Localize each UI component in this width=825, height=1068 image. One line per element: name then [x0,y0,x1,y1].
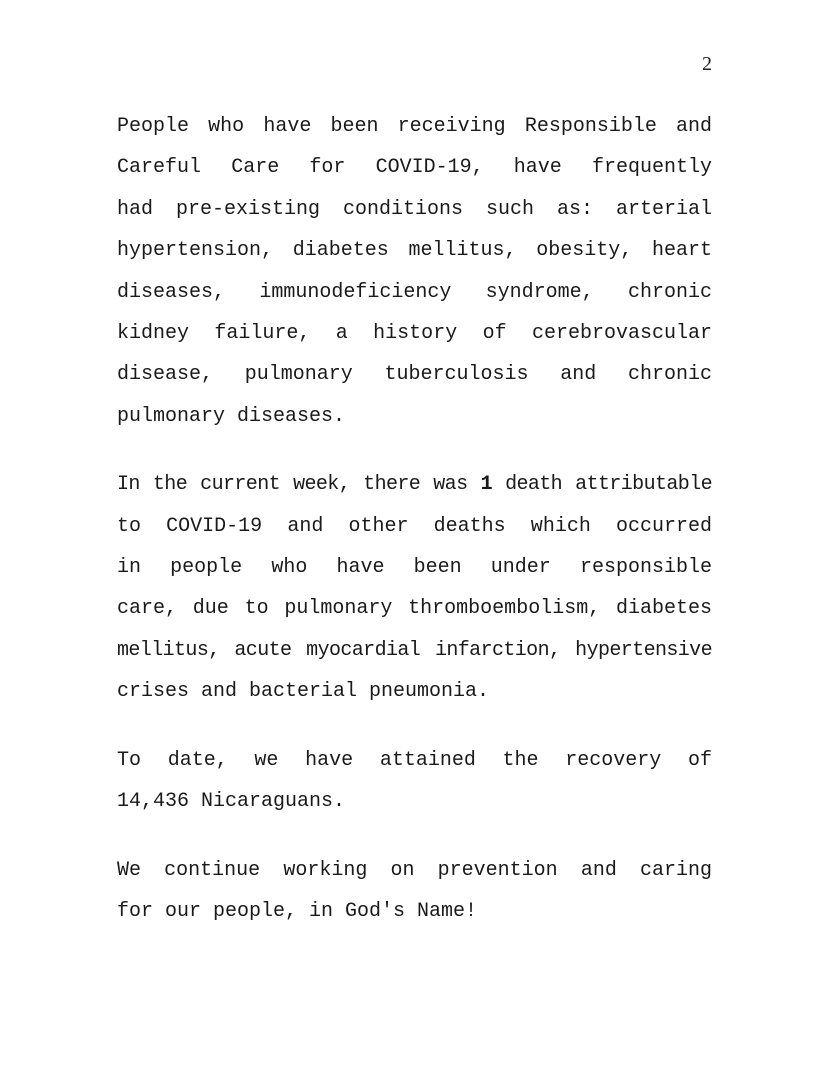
text-segment: death attributable [491,473,712,497]
death-count-bold: 1 [480,473,492,497]
text-line: disease, pulmonary tuberculosis and chronic [117,363,712,387]
text-line: hypertension, diabetes mellitus, obesity, heart [117,239,712,263]
paragraph-recoveries [117,740,712,823]
text-line: kidney failure, a history of cerebrovascular [117,322,712,346]
text-line [117,464,712,505]
text-line: for our people, in God's Name! [117,899,478,923]
text-line: pulmonary diseases. [117,404,346,428]
paragraph-closing [117,850,712,933]
text-segment: In the current week, there was [117,473,481,497]
text-line: crises and bacterial pneumonia. [117,680,490,704]
text-line: mellitus, acute myocardial infarction, hypertensive [117,638,712,662]
text-line: Careful Care for COVID-19, have frequently [117,156,712,180]
text-line: We continue working on prevention and caring [117,858,712,882]
text-line: had pre-existing conditions such as: arterial [117,197,712,221]
paragraph-weekly-deaths [117,464,712,712]
text-line: To date, we have attained the recovery of [117,748,712,772]
paragraph-preexisting-conditions [117,106,712,437]
page-number: 2 [702,53,712,75]
text-line: 14,436 Nicaraguans. [117,790,346,814]
text-line: care, due to pulmonary thromboembolism, diabetes [117,597,712,621]
text-line: People who have been receiving Responsible and [117,115,712,138]
document-body [117,0,712,959]
text-line: to COVID-19 and other deaths which occurred [117,514,712,538]
text-line: diseases, immunodeficiency syndrome, chronic [117,280,712,304]
text-line: in people who have been under responsible [117,556,712,580]
